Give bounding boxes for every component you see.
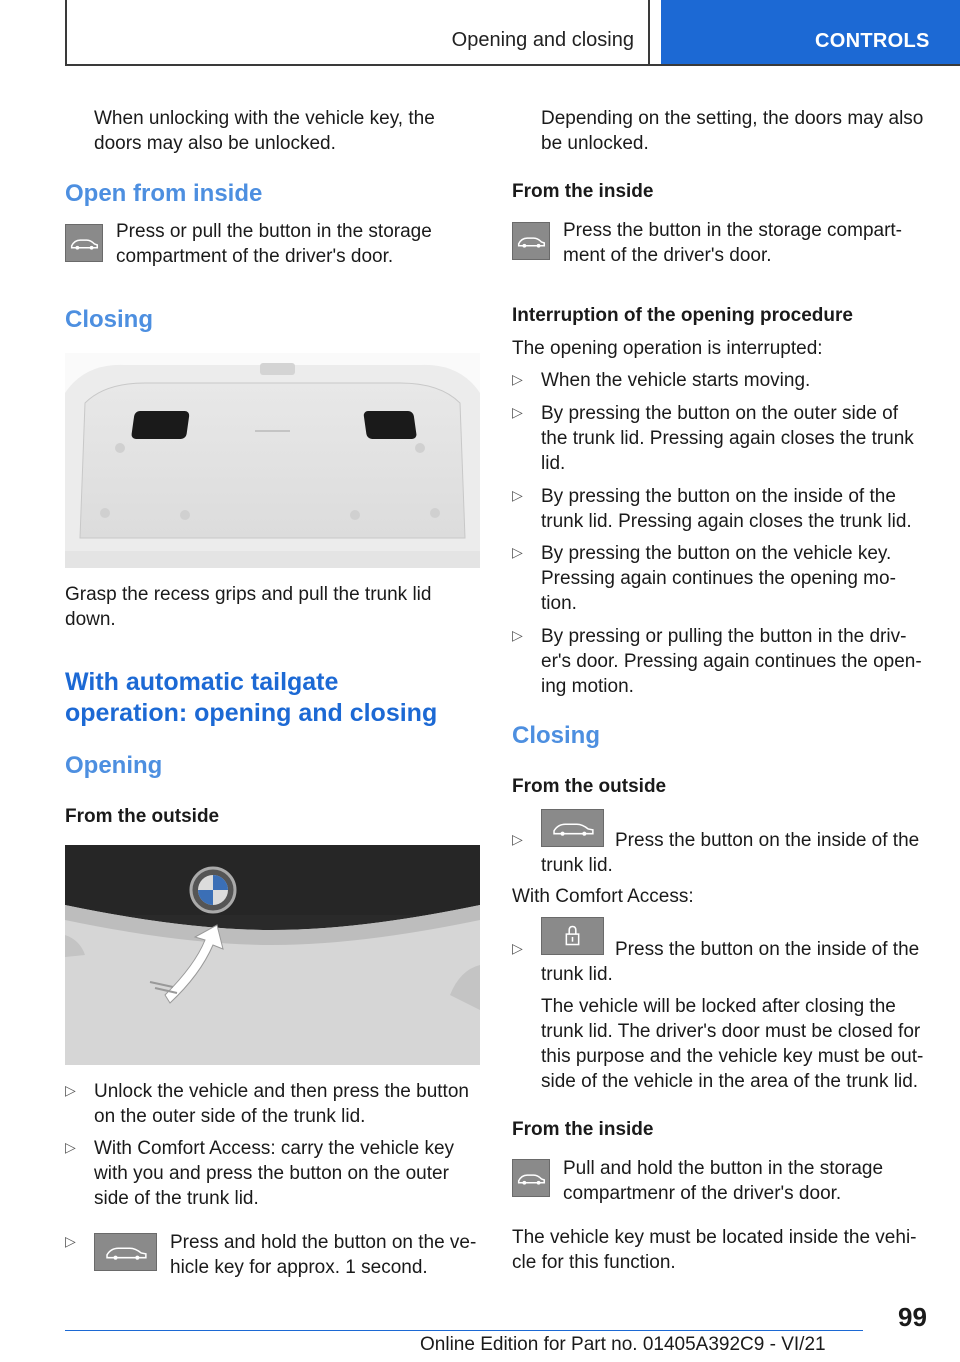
intro-line-2: doors may also be unlocked. [94,133,336,154]
interrupt-bullet-5-line-3: ing motion. [541,676,634,697]
triangle-bullet-icon: ▷ [512,404,523,420]
car-trunk-icon [512,1159,550,1197]
footer-rule [65,1330,863,1331]
interrupt-bullet-5-line-1: By pressing or pulling the button in the driv- [541,626,907,647]
final-line-2: cle for this function. [512,1252,676,1273]
left-bullet-3-line-2: hicle key for approx. 1 second. [170,1257,428,1278]
open-from-inside-heading: Open from inside [65,180,263,207]
closing-inside-heading: From the inside [512,1119,654,1140]
triangle-bullet-icon: ▷ [512,371,523,387]
interrupt-bullet-3-line-1: By pressing the button on the inside of the [541,486,896,507]
closing-inside-line-1: Pull and hold the button in the storage [563,1158,884,1179]
lock-icon [541,917,604,955]
closing-outside-line-2: trunk lid. [541,855,613,876]
right-intro-line-2: be unlocked. [541,133,649,154]
trunk-lid-inside-image [65,353,480,568]
intro-line-1: When unlocking with the vehicle key, the [94,108,435,129]
right-closing-heading: Closing [512,722,600,749]
auto-tailgate-heading-1: With automatic tailgate [65,668,339,696]
car-trunk-icon [65,224,103,262]
from-inside-line-1: Press the button in the storage compart- [563,220,903,241]
interrupt-bullet-1-line-1: When the vehicle starts moving. [541,370,811,391]
triangle-bullet-icon: ▷ [65,1082,76,1098]
comfort-bullet-line-2: trunk lid. [541,964,613,985]
left-bullet-2-line-1: With Comfort Access: carry the vehicle key [94,1138,455,1159]
closing-inside-line-2: compartmenr of the driver's door. [563,1183,842,1204]
right-intro-line-1: Depending on the setting, the doors may also [541,108,924,129]
closing-outside-line-1: Press the button on the inside of the [615,830,920,851]
interrupt-bullet-3-line-2: trunk lid. Pressing again closes the trunk lid. [541,511,912,532]
car-trunk-icon [512,222,550,260]
open-inside-line-2: compartment of the driver's door. [116,246,394,267]
section-title: Opening and closing [451,29,634,51]
interrupt-bullet-4-line-3: tion. [541,593,577,614]
comfort-note-line-2: trunk lid. The driver's door must be closed for [541,1021,921,1042]
closing-line-2: down. [65,609,116,630]
chapter-tab-label: CONTROLS [815,30,930,52]
triangle-bullet-icon: ▷ [512,627,523,643]
interrupt-bullet-2-line-3: lid. [541,453,566,474]
triangle-bullet-icon: ▷ [512,940,523,956]
closing-heading: Closing [65,306,153,333]
triangle-bullet-icon: ▷ [512,831,523,847]
closing-outside-heading: From the outside [512,776,667,797]
from-inside-heading: From the inside [512,181,654,202]
interruption-heading: Interruption of the opening procedure [512,305,853,326]
left-bullet-2-line-3: side of the trunk lid. [94,1188,259,1209]
from-inside-line-2: ment of the driver's door. [563,245,772,266]
footer-edition: Online Edition for Part no. 01405A392C9 - VI/21 [420,1334,826,1355]
opening-heading: Opening [65,752,163,779]
comfort-bullet-line-1: Press the button on the inside of the [615,939,920,960]
comfort-note-line-3: this purpose and the vehicle key must be out- [541,1046,924,1067]
interruption-intro: The opening operation is interrupted: [512,338,823,359]
triangle-bullet-icon: ▷ [65,1139,76,1155]
comfort-note-line-4: side of the vehicle in the area of the trunk lid. [541,1071,919,1092]
triangle-bullet-icon: ▷ [65,1233,76,1249]
left-bullet-1-line-1: Unlock the vehicle and then press the button [94,1081,469,1102]
comfort-access-label: With Comfort Access: [512,886,694,907]
left-bullet-1-line-2: on the outer side of the trunk lid. [94,1106,366,1127]
interrupt-bullet-4-line-2: Pressing again continues the opening mo- [541,568,896,589]
triangle-bullet-icon: ▷ [512,487,523,503]
left-bullet-3-line-1: Press and hold the button on the ve- [170,1232,477,1253]
trunk-outside-image [65,845,480,1065]
from-outside-heading: From the outside [65,806,220,827]
chapter-tab [661,0,960,64]
open-inside-line-1: Press or pull the button in the storage [116,221,432,242]
car-trunk-icon [541,809,604,847]
comfort-note-line-1: The vehicle will be locked after closing the [541,996,896,1017]
interrupt-bullet-2-line-1: By pressing the button on the outer side of [541,403,899,424]
final-line-1: The vehicle key must be located inside the vehi- [512,1227,917,1248]
interrupt-bullet-4-line-1: By pressing the button on the vehicle key. [541,543,892,564]
header-rule [65,64,960,66]
left-bullet-2-line-2: with you and press the button on the outer [94,1163,449,1184]
auto-tailgate-heading-2: operation: opening and closing [65,699,438,727]
interrupt-bullet-5-line-2: er's door. Pressing again continues the open- [541,651,922,672]
car-trunk-icon [94,1233,157,1271]
page-number: 99 [898,1302,927,1332]
closing-line-1: Grasp the recess grips and pull the trunk lid [65,584,432,605]
header-box [65,0,650,64]
triangle-bullet-icon: ▷ [512,544,523,560]
interrupt-bullet-2-line-2: the trunk lid. Pressing again closes the trunk [541,428,914,449]
